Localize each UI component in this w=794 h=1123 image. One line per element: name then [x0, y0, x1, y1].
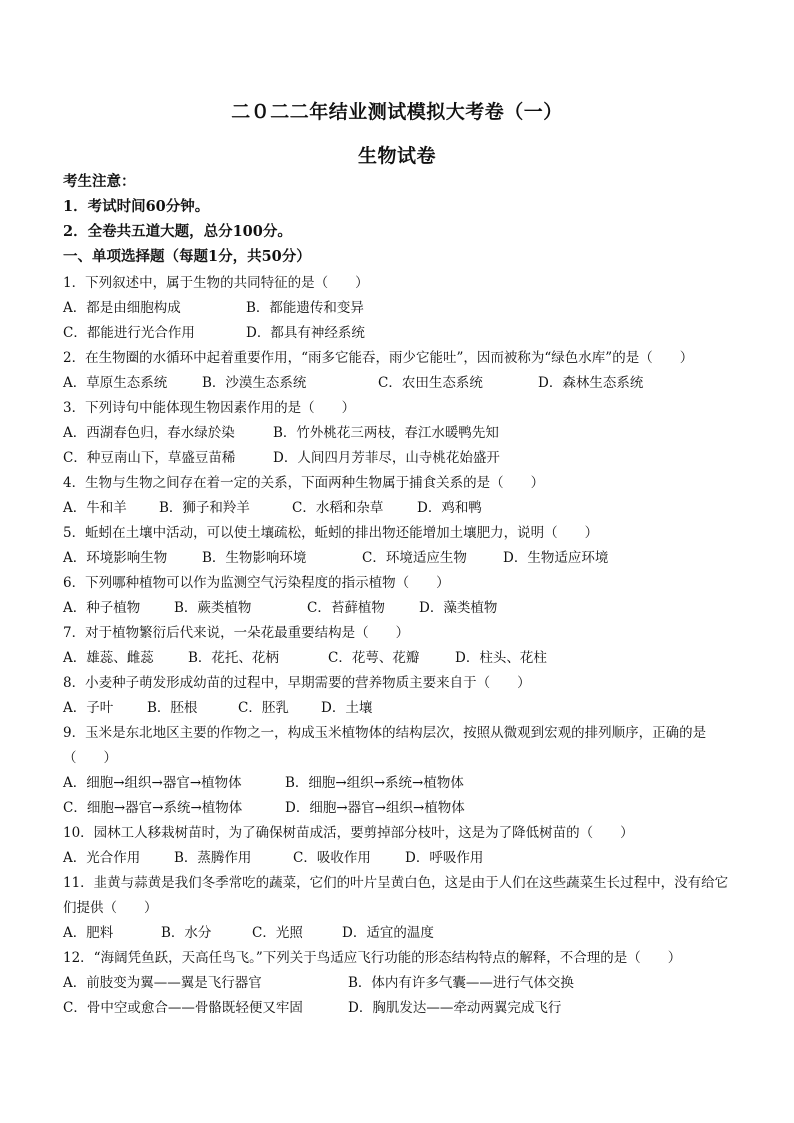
- question-stem: 9．玉米是东北地区主要的作物之一，构成玉米植物体的结构层次，按照从微观到宏观的排列顺序，正确的是（ ）: [63, 725, 707, 766]
- option: C．吸收作用: [293, 850, 371, 866]
- option: B．沙漠生态系统: [202, 375, 307, 391]
- option-row: [63, 921, 739, 946]
- option: C．胚乳: [238, 700, 289, 716]
- option: C．水稻和杂草: [292, 500, 384, 516]
- option: B．水分: [161, 925, 212, 941]
- option: D．呼吸作用: [405, 850, 484, 866]
- option-row: [63, 996, 739, 1021]
- option: C．花萼、花瓣: [328, 650, 420, 666]
- option: B．竹外桃花三两枝，春江水暖鸭先知: [273, 425, 499, 441]
- question-stem: 3．下列诗句中能体现生物因素作用的是（ ）: [63, 400, 356, 416]
- option: C．都能进行光合作用: [63, 325, 195, 341]
- option: A．细胞→组织→器官→植物体: [63, 775, 242, 791]
- option-row: [63, 496, 739, 521]
- option-row: [63, 796, 739, 821]
- option: D．藻类植物: [419, 600, 498, 616]
- option-row: [63, 846, 739, 871]
- notice-item-1: 1．考试时间60分钟。: [63, 198, 210, 215]
- exam-title: 二０二二年结业测试模拟大考卷（一）: [231, 101, 563, 123]
- option-row: [63, 971, 739, 996]
- question-stem: 6．下列哪种植物可以作为监测空气污染程度的指示植物（ ）: [63, 575, 450, 591]
- option-row: [63, 771, 739, 796]
- option-row: [63, 646, 739, 671]
- option: C．光照: [252, 925, 303, 941]
- question-stem: 2．在生物圈的水循环中起着重要作用，“雨多它能吞，雨少它能吐”，因而被称为“绿色水库”的是（ ）: [63, 350, 694, 366]
- option: B．生物影响环境: [202, 550, 307, 566]
- notice-heading: 考生注意：: [63, 173, 136, 190]
- option: A．肥料: [63, 925, 114, 941]
- option: B．胚根: [147, 700, 198, 716]
- option-row: [63, 446, 739, 471]
- question-stem: 10．园林工人移栽树苗时，为了确保树苗成活，要剪掉部分枝叶，这是为了降低树苗的（ ）: [63, 825, 634, 841]
- option: D．鸡和鸭: [417, 500, 482, 516]
- option: A．种子植物: [63, 600, 141, 616]
- option: B．蒸腾作用: [174, 850, 252, 866]
- option: D．适宜的温度: [342, 925, 434, 941]
- option: C．农田生态系统: [378, 375, 483, 391]
- option: A．都是由细胞构成: [63, 300, 181, 316]
- option: D．细胞→器官→组织→植物体: [285, 800, 465, 816]
- option: D．生物适应环境: [503, 550, 609, 566]
- option: C．种豆南山下，草盛豆苗稀: [63, 450, 236, 466]
- question-stem: 7．对于植物繁衍后代来说，一朵花最重要结构是（ ）: [63, 625, 410, 641]
- option-row: [63, 696, 739, 721]
- option: A．光合作用: [63, 850, 141, 866]
- question-stem: 8．小麦种子萌发形成幼苗的过程中，早期需要的营养物质主要来自于（ ）: [63, 675, 531, 691]
- subject-title: 生物试卷: [357, 145, 436, 167]
- option-row: [63, 421, 739, 446]
- question-stem: 1．下列叙述中，属于生物的共同特征的是（ ）: [63, 275, 369, 291]
- question-list: [63, 271, 739, 1021]
- option: C．细胞→器官→系统→植物体: [63, 800, 243, 816]
- question-stem: 11．韭黄与蒜黄是我们冬季常吃的蔬菜，它们的叶片呈黄白色，这是由于人们在这些蔬菜生长过程中，没有给它们提供（ ）: [63, 875, 729, 916]
- option: C．环境适应生物: [362, 550, 467, 566]
- question-stem: 5．蚯蚓在土壤中活动，可以使土壤疏松，蚯蚓的排出物还能增加土壤肥力，说明（ ）: [63, 525, 599, 541]
- option: D．人间四月芳菲尽，山寺桃花始盛开: [273, 450, 500, 466]
- option: A．牛和羊: [63, 500, 127, 516]
- option: B．蕨类植物: [174, 600, 252, 616]
- option: C．苔藓植物: [307, 600, 385, 616]
- option: B．狮子和羚羊: [159, 500, 250, 516]
- option: C．骨中空或愈合——骨骼既轻便又牢固: [63, 1000, 303, 1016]
- option: B．花托、花柄: [188, 650, 279, 666]
- question-stem: 4．生物与生物之间存在着一定的关系，下面两种生物属于捕食关系的是（ ）: [63, 475, 545, 491]
- option: A．草原生态系统: [63, 375, 168, 391]
- question-stem: 12．“海阔凭鱼跃，天高任鸟飞。”下列关于鸟适应飞行功能的形态结构特点的解释，不合理的是（ ）: [63, 950, 682, 966]
- option: A．前肢变为翼——翼是飞行器官: [63, 975, 262, 991]
- option: D．都具有神经系统: [246, 325, 365, 341]
- option: B．都能遗传和变异: [246, 300, 364, 316]
- option: A．子叶: [63, 700, 114, 716]
- option-row: [63, 546, 739, 571]
- option: A．西湖春色归，春水绿於染: [63, 425, 235, 441]
- option: A．雄蕊、雌蕊: [63, 650, 154, 666]
- option: D．森林生态系统: [538, 375, 644, 391]
- option-row: [63, 321, 739, 346]
- option: B．体内有许多气囊——进行气体交换: [348, 975, 574, 991]
- option: B．细胞→组织→系统→植物体: [285, 775, 464, 791]
- option-row: [63, 596, 739, 621]
- option: D．胸肌发达——牵动两翼完成飞行: [348, 1000, 562, 1016]
- option: D．土壤: [321, 700, 373, 716]
- option: D．柱头、花柱: [455, 650, 547, 666]
- option-row: [63, 296, 739, 321]
- notice-item-2: 2．全卷共五道大题，总分100分。: [63, 223, 292, 240]
- option-row: [63, 371, 739, 396]
- option: A．环境影响生物: [63, 550, 168, 566]
- section-heading: 一、单项选择题（每题1分，共50分）: [63, 248, 311, 265]
